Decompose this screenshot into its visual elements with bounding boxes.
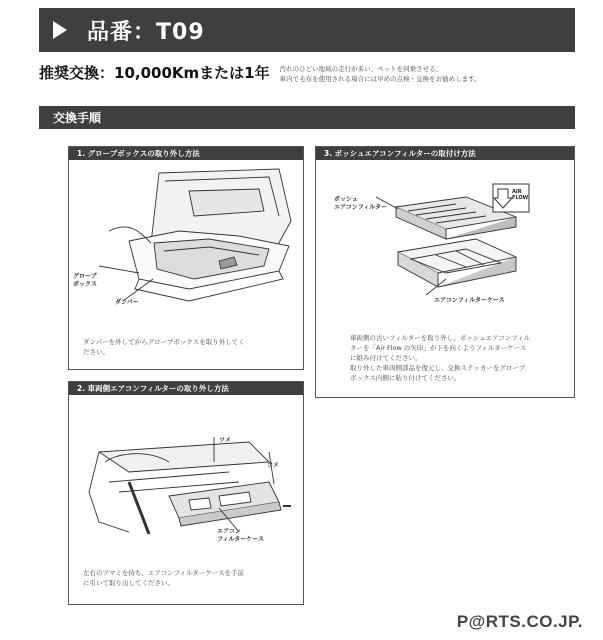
damper-label: ダンパー — [115, 299, 139, 306]
recommend-note-line: 汚れのひどい地域の走行が多い、ペットを同乗させる、 — [279, 65, 443, 73]
step1-panel — [68, 146, 304, 370]
step3-header: 3. ボッシュエアコンフィルターの取付け方法 — [316, 147, 574, 160]
filter-case-label: エアコンフィルターケース — [434, 297, 505, 304]
page-title: 品番：T09 — [87, 19, 205, 45]
recommend-note — [280, 64, 481, 84]
step1-caption: ダンパーを外してからグローブボックスを取り外してく ださい。 — [83, 338, 245, 356]
recommend-interval: 推奨交換：10,000Kmまたは1年 — [39, 64, 270, 82]
step2-panel — [68, 381, 304, 605]
step3-caption: 車両側の古いフィルターを取り外し、ボッシュエアコンフィル ターを「Air Flow の矢印」が下を向くようフィルターケース に組み付けてください。 取り外した車両側部品を復元し、交換ステッカーをグローブ ボックス内側に貼り付けてください。 — [350, 334, 531, 382]
step2-caption: 左右のツマミを持ち、エアコンフィルターケースを手前 に引いて取り出してください。 — [83, 569, 244, 587]
recommend-note-line: 車内で毛布を使用される場合には早めの点検・交換をお勧めします。 — [279, 75, 481, 83]
recommendation — [39, 62, 481, 84]
step1-header: 1. グローブボックスの取り外し方法 — [69, 147, 303, 160]
glovebox-illustration — [69, 161, 303, 311]
play-arrow-icon — [53, 21, 67, 39]
tab-label: ツメ — [267, 462, 279, 469]
section-header: 交換手順 — [39, 106, 575, 129]
ac-filter-case-label: エアコン フィルターケース — [217, 528, 264, 543]
ac-filter-case-illustration — [69, 422, 303, 542]
tab-label: ツメ — [219, 437, 231, 444]
airflow-text: AIR FLOW — [512, 189, 529, 201]
site-logo: P@RTS.CO.JP. — [456, 612, 583, 631]
title-bar — [39, 8, 575, 52]
bosch-filter-label: ボッシュ エアコンフィルター — [334, 196, 387, 211]
glovebox-label: グローブ ボックス — [73, 273, 97, 288]
step2-header: 2. 車両側エアコンフィルターの取り外し方法 — [69, 382, 303, 395]
step3-panel — [315, 146, 575, 398]
